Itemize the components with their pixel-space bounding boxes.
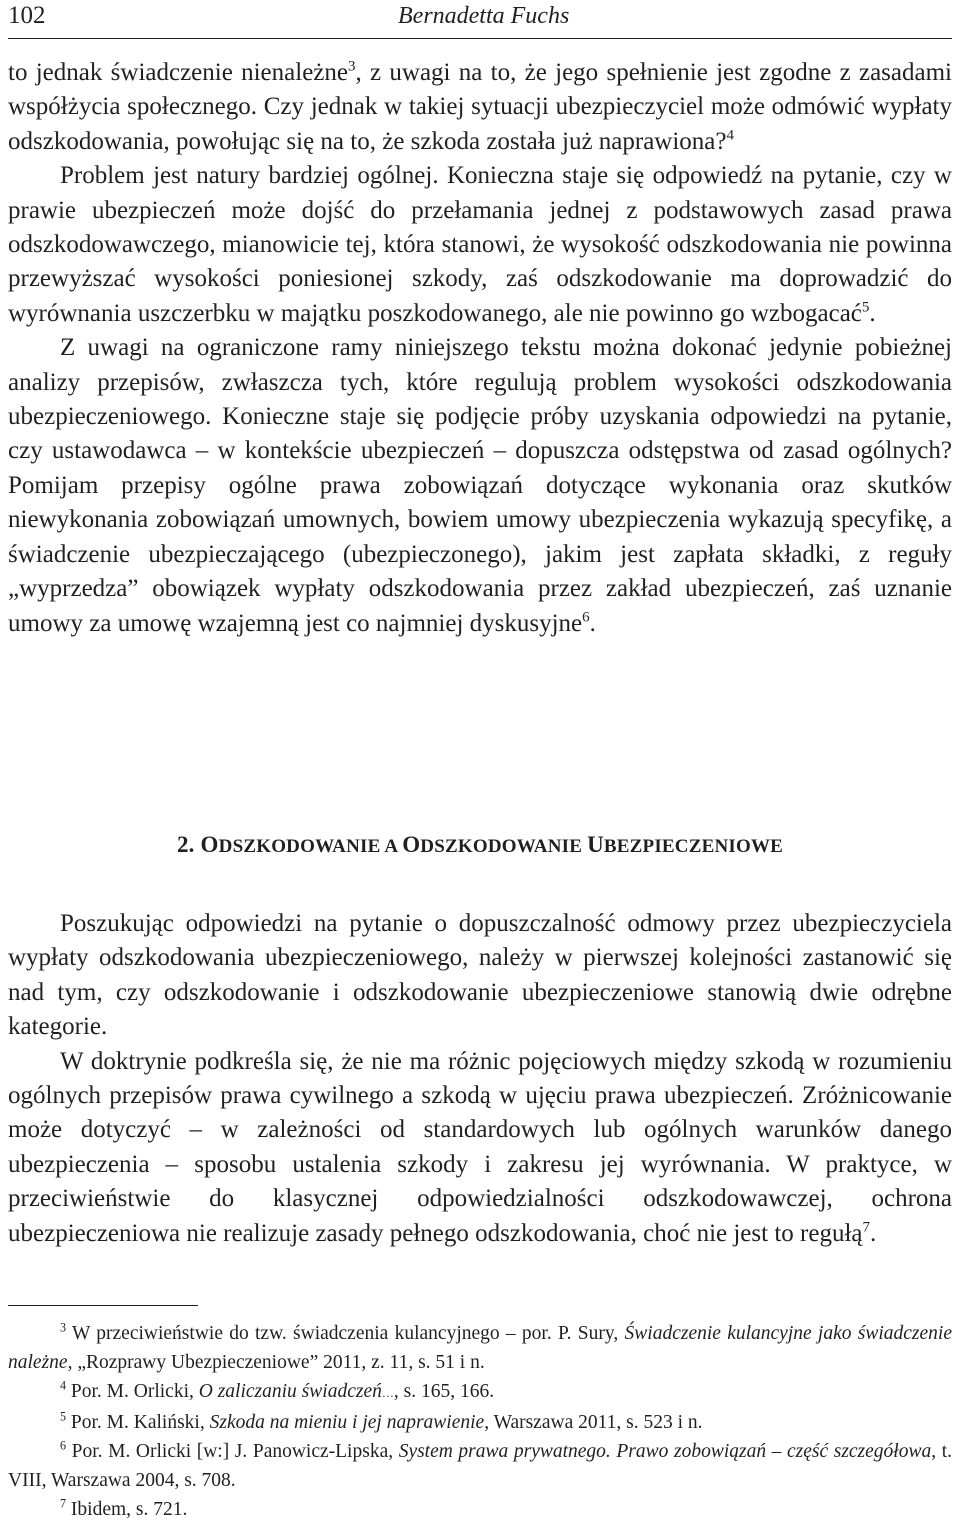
footnote-4: $^4$ Por. M. Orlicki, O zaliczaniu świadczeń…, s. 165, 166. [60,1378,495,1402]
paragraph: W doktrynie podkreśla się, że nie ma różnic pojęciowych między szkodą w rozumieniu ogólnych przepisów prawa cywilnego a szkodą w ujęciu prawa ubezpieczeń. Zróżnicowanie może dotyczyć – w zależności od standardowych lub ogólnych warunków danego ubezpieczenia – sposobu ustalenia szkody i zakresu jej wyrównania. W praktyce, w przeciwieństwie do klasycznej odpowiedzialności odszkodowawczej, ochrona ubezpieczeniowa nie realizuje zasady pełnego odszkodowania, choć nie jest to regułą$^7$. [8,1047,952,1247]
footnote-5: $^5$ Por. M. Kaliński, Szkoda na mieniu i jej naprawienie, Warszawa 2011, s. 523 i n. [60,1409,703,1433]
section-heading: 2. ODSZKODOWANIE A ODSZKODOWANIE UBEZPIECZENIOWE [176,832,784,857]
paragraph: Z uwagi na ograniczone ramy niniejszego tekstu można dokonać jedynie pobieżnej analizy przepisów, zwłaszcza tych, które regulują problem wysokości odszkodowania ubezpieczeniowego. Konieczne staje się podjęcie próby uzyskania odpowiedzi na pytanie, czy ustawodawca – w kontekście ubezpieczeń – dopuszcza odstępstwa od zasad ogólnych? Pomijam przepisy ogólne prawa zobowiązań dotyczące wykonania oraz skutków niewykonania zobowiązań umownych, bowiem umowy ubezpieczenia wykazują specyfikę, a świadczenie ubezpieczającego (ubezpieczonego), jakim jest zapłata składki, z reguły „wyprzedza” obowiązek wypłaty odszkodowania przez zakład ubezpieczeń, zaś uznanie umowy za umowę wzajemną jest co najmniej dyskusyjne$^6$. [8,334,952,637]
footnote-7: $^7$ Ibidem, s. 721. [60,1496,188,1520]
footnotes [8,1319,952,1524]
footnote-6: $^6$ Por. M. Orlicki [w:] J. Panowicz-Lipska, System prawa prywatnego. Prawo zobowiązań – część szczegółowa, t. VIII, Warszawa 2004, s. 708. [8,1438,952,1491]
running-head-author: Bernadetta Fuchs [398,3,570,29]
footnote-ref[interactable]: 4 [726,127,734,144]
body-section-1 [8,56,952,641]
paragraph: to jednak świadczenie nienależne$^3$, z uwagi na to, że jego spełnienie jest zgodne z zasadami współżycia społecznego. Czy jednak w takiej sytuacji ubezpieczyciel może odmówić wypłaty odszkodowania, powołując się na to, że szkoda została już naprawiona?$^4$ [8,58,952,155]
paragraph: Problem jest natury bardziej ogólnej. Konieczna staje się odpowiedź na pytanie, czy w prawie ubezpieczeń może dojść do przełamania jednej z podstawowych zasad prawa odszkodowawczego, mianowicie tej, która stanowi, że wysokość odszkodowania nie powinna przewyższać wysokości poniesionej szkody, zaś odszkodowanie ma doprowadzić do wyrównania uszczerbku w majątku poszkodowanego, ale nie powinno go wzbogacać$^5$. [8,162,952,327]
footnote-ref[interactable]: 3 [347,58,356,75]
footnote-3: $^3$ W przeciwieństwie do tzw. świadczenia kulancyjnego – por. P. Sury, Świadczenie kulancyjne jako świadczenie należne, „Rozprawy Ubezpieczeniowe” 2011, z. 11, s. 51 i n. [8,1320,952,1373]
running-header [8,0,952,39]
paragraph: Poszukując odpowiedzi na pytanie o dopuszczalność odmowy przez ubezpieczyciela wypłaty odszkodowania ubezpieczeniowego, należy w pierwszej kolejności zastanowić się nad tym, czy odszkodowanie i odszkodowanie ubezpieczeniowe stanowią dwie odrębne kategorie. [8,910,952,1041]
page-number: 102 [8,2,46,29]
footnote-ref[interactable]: 7 [862,1219,870,1236]
footnote-ref[interactable]: 6 [582,609,590,626]
footnote-separator [8,1305,198,1306]
body-section-2 [8,907,952,1251]
footnote-ref[interactable]: 5 [861,299,870,316]
